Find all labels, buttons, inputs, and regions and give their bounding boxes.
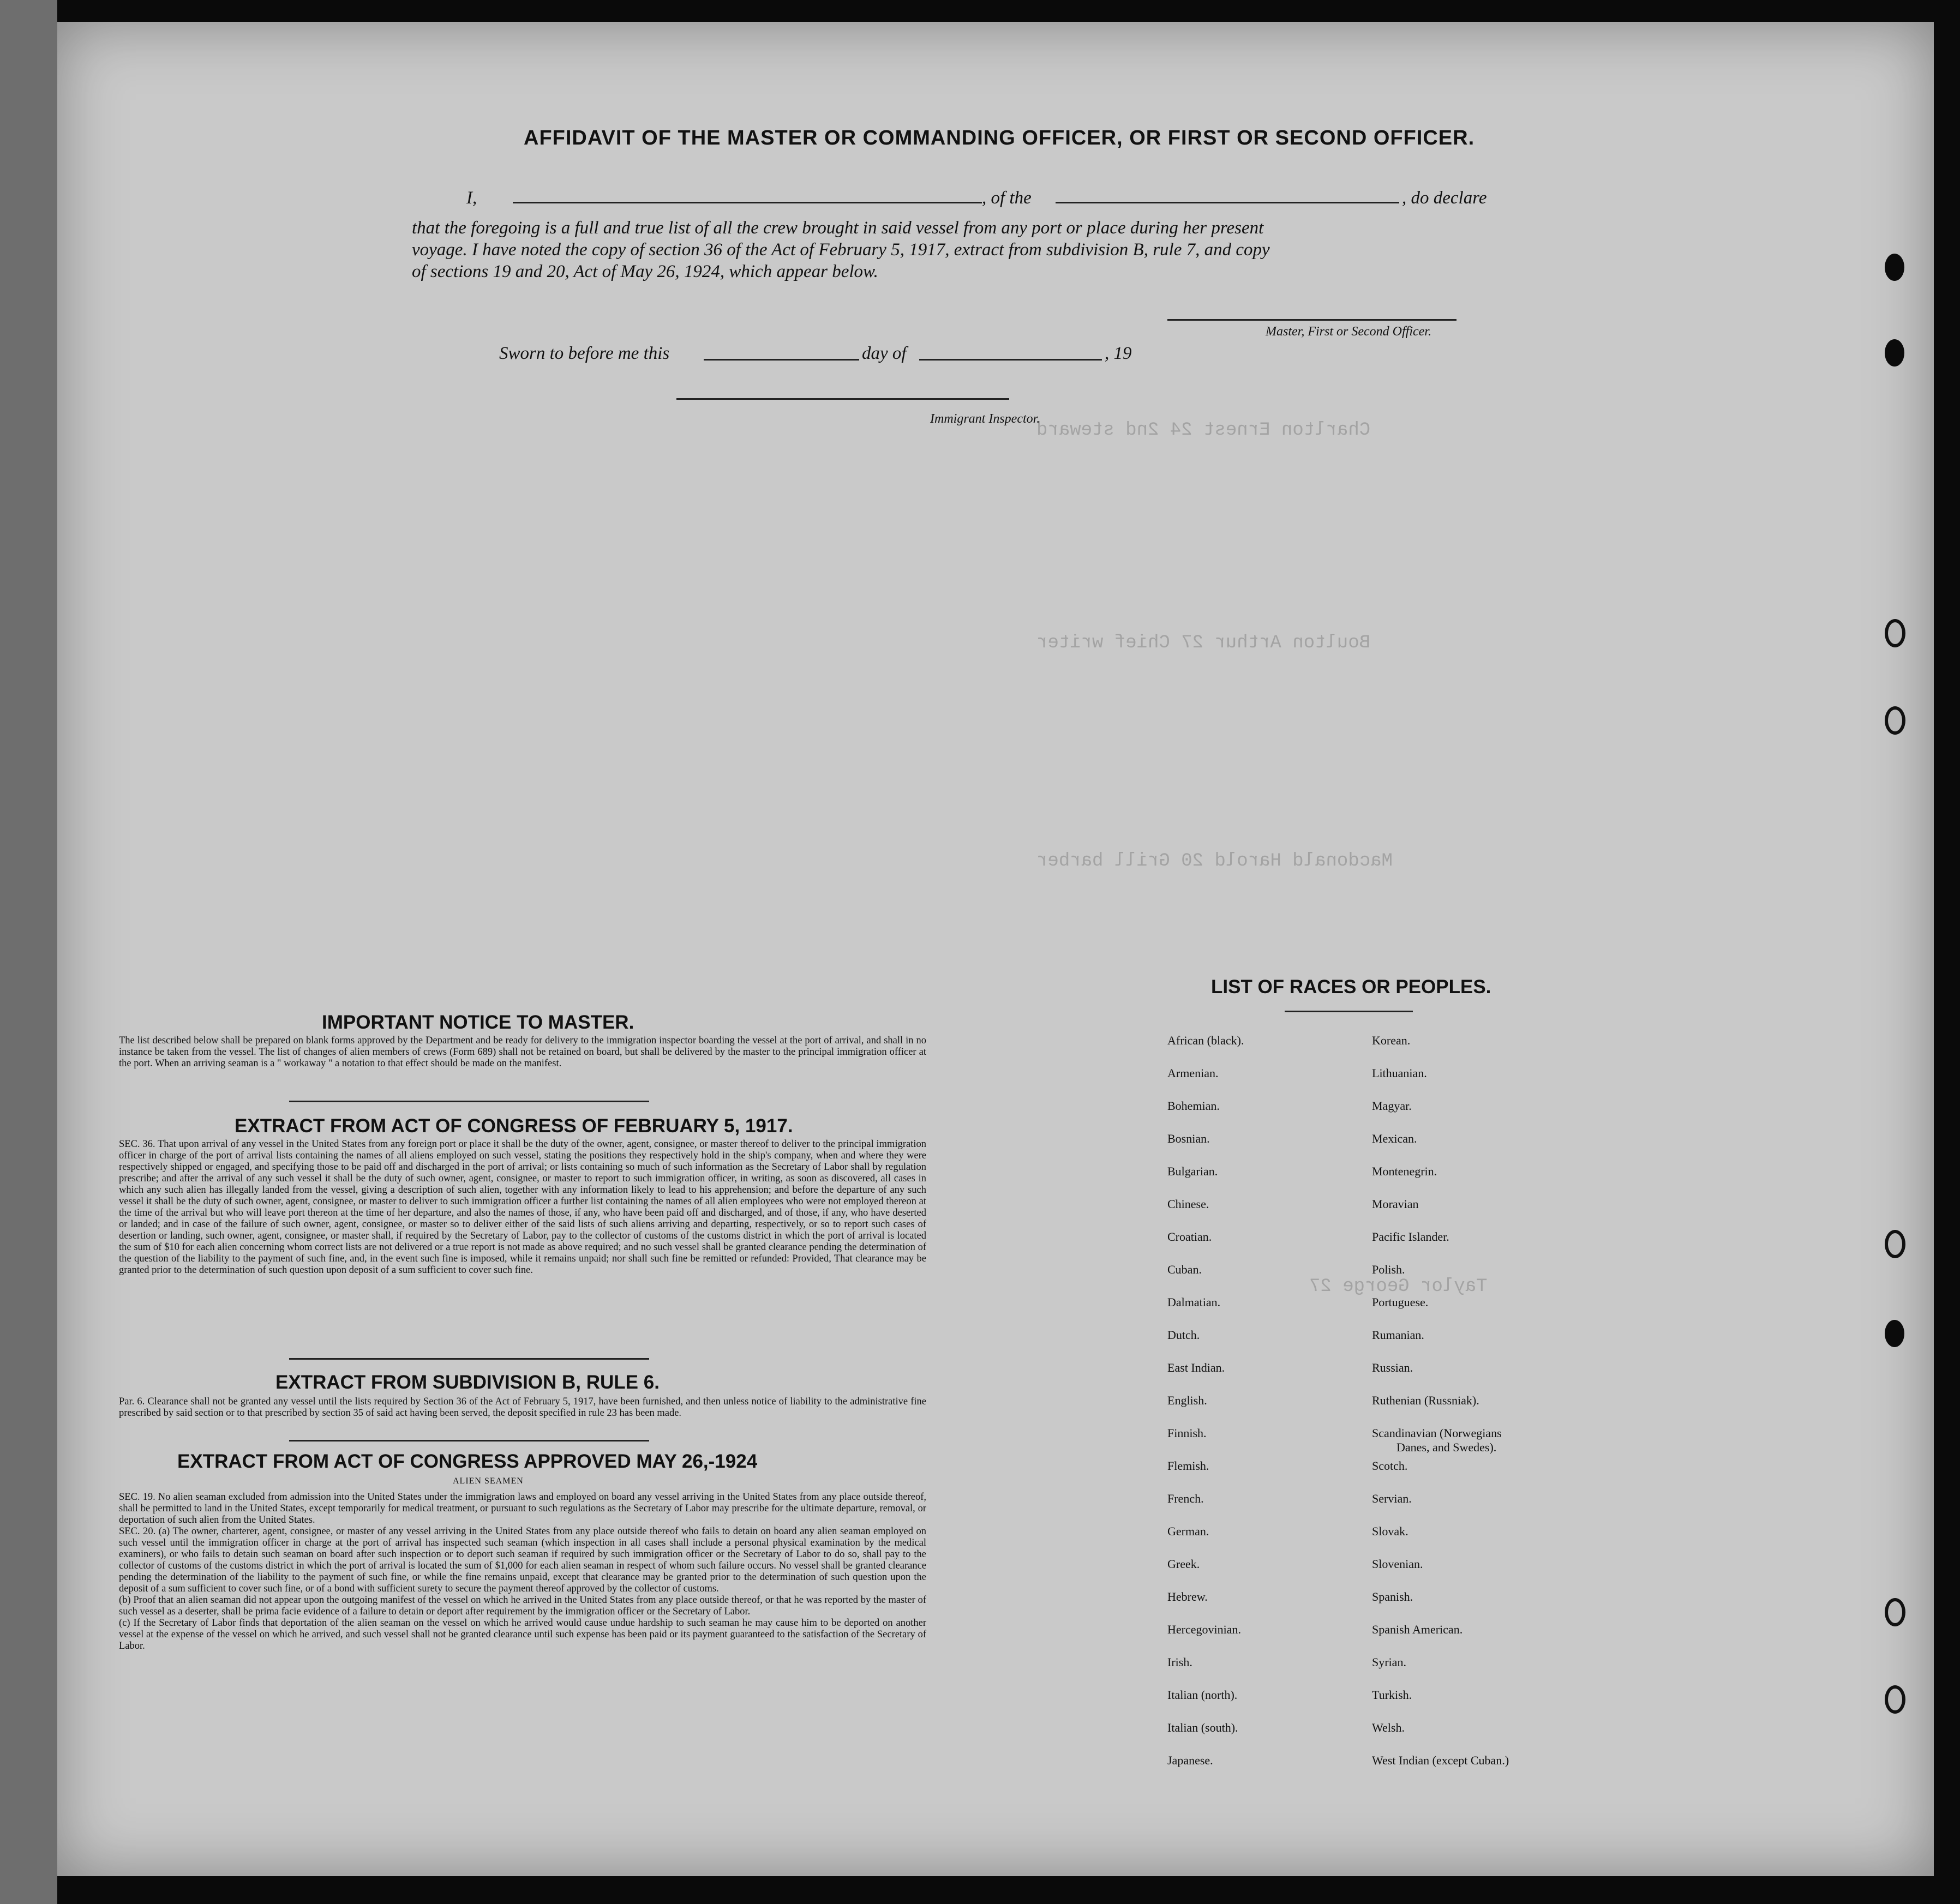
race-item: Lithuanian. (1372, 1066, 1427, 1080)
bleed-through-text: Taylor George 27 (1309, 1276, 1488, 1297)
race-item: Russian. (1372, 1361, 1413, 1374)
master-signature-field[interactable] (1167, 319, 1456, 321)
race-item: West Indian (except Cuban.) (1372, 1753, 1509, 1767)
extract-1924-text (119, 1492, 926, 1652)
sec20b-text: (b) Proof that an alien seaman did not appear upon the outgoing manifest of the vessel on which he arrived in the United States from any place outside thereof, or that he was reported by the master of such vessel as a deserter, shall be prima facie evidence of a failure to detain or deport after requirement by the immigration officer or the Secretary of Labor. (119, 1595, 926, 1617)
sec19-text: SEC. 19. No alien seaman excluded from admission into the United States under the immigration laws and employed on board any vessel arriving in the United States from any place outside thereof, shall be permitted to land in the United States, except temporarily for medical treatment, or pursuant to such regulations as the Secretary of Labor may prescribe for the ultimate departure, removal, or deportation of such alien from the United States. (119, 1492, 926, 1525)
race-item: Polish. (1372, 1263, 1405, 1276)
race-item: African (black). (1167, 1034, 1244, 1047)
race-item: Ruthenian (Russniak). (1372, 1394, 1479, 1407)
punch-hole (1885, 1320, 1904, 1347)
race-item: Bohemian. (1167, 1099, 1220, 1113)
race-item: Hebrew. (1167, 1590, 1208, 1603)
race-item: Croatian. (1167, 1230, 1212, 1244)
race-item: Greek. (1167, 1557, 1200, 1571)
sworn-label: Sworn to before me this (499, 344, 670, 363)
race-item: Portuguese. (1372, 1295, 1429, 1309)
subdivision-b-title: EXTRACT FROM SUBDIVISION B, RULE 6. (275, 1372, 660, 1393)
race-item: Spanish American. (1372, 1623, 1463, 1636)
year-label: , 19 (1105, 344, 1132, 363)
bleed-through-text: Charlton Ernest 24 2nd steward (1036, 420, 1371, 441)
race-item: East Indian. (1167, 1361, 1225, 1374)
divider (289, 1358, 649, 1360)
race-item: Dalmatian. (1167, 1295, 1221, 1309)
race-item: Bulgarian. (1167, 1164, 1218, 1178)
race-item: German. (1167, 1524, 1209, 1538)
bleed-through-text: Macdonald Harold 20 Grill barber (1036, 851, 1393, 872)
race-item: Italian (north). (1167, 1688, 1238, 1702)
extract-1917-title: EXTRACT FROM ACT OF CONGRESS OF FEBRUARY 5, 1917. (235, 1115, 793, 1137)
race-item: Magyar. (1372, 1099, 1412, 1113)
vessel-name-field[interactable] (1056, 202, 1399, 203)
race-item: Rumanian. (1372, 1328, 1424, 1342)
race-item: English. (1167, 1394, 1207, 1407)
race-item: Slovenian. (1372, 1557, 1423, 1571)
race-item: Flemish. (1167, 1459, 1209, 1473)
extract-1924-subtitle: ALIEN SEAMEN (453, 1476, 524, 1486)
sec20a-text: SEC. 20. (a) The owner, charterer, agent, consignee, or master of any vessel arriving in the United States from any place outside thereof who fails to detain on board any alien seaman employed on such vessel until the immigration officer in charge at the port of arrival has inspected such seaman (which inspection in all cases shall include a personal physical examination by the medical examiners), or who fails to detain such seaman on board after such inspection or to deport such seaman if required by such immigration officer or the Secretary of Labor to do so, shall pay to the collector of customs of the customs district in which the port of arrival is located the sum of $1,000 for each alien seaman in respect of whom such failure occurs. No vessel shall be granted clearance pending the determination of the liability to the payment of such fine, or while the fine remains unpaid, except that clearance may be granted prior to the determination of such question upon the deposit of a sum sufficient to cover such fine, or of a bond with sufficient surety to secure the payment thereof approved by the collector of customs. (119, 1526, 926, 1594)
race-item: Irish. (1167, 1655, 1192, 1669)
race-item: Welsh. (1372, 1721, 1405, 1734)
race-item: Hercegovinian. (1167, 1623, 1241, 1636)
affidavit-i-label: I, (466, 188, 477, 208)
extract-1924-title: EXTRACT FROM ACT OF CONGRESS APPROVED MAY 26,-1924 (177, 1451, 758, 1472)
race-item: Servian. (1372, 1492, 1412, 1505)
punch-hole (1885, 1685, 1905, 1714)
affidavit-body-line2: voyage. I have noted the copy of section 36 of the Act of February 5, 1917, extract from subdivision B, rule 7, and copy (412, 240, 1270, 260)
race-item: Turkish. (1372, 1688, 1412, 1702)
extract-1917-text: SEC. 36. That upon arrival of any vessel in the United States from any foreign port or place it shall be the duty of the owner, agent, consignee, or master thereof to deliver to the principal immigration officer in charge of the port of arrival lists containing the names of all aliens employed on such vessel, stating the positions they respectively hold in the ship's company, when and where they were respectively shipped or engaged, and specifying those to be paid off and discharged in the port of arrival; or lists containing so much of such information as the Secretary of Labor shall by regulation prescribe; and after the arrival of any such vessel it shall be the duty of such owner, agent, consignee, or master to report to such immigration officer, in writing, as soon as discovered, all cases in which any such alien has illegally landed from the vessel, giving a description of such alien, together with any information likely to lead to his apprehension; and before the departure of any such vessel it shall be the duty of such owner, agent, consignee, or master to deliver to such immigration officer a further list containing the names of all alien employees who were not employed thereon at the time of the arrival but who will leave port thereon at the time of her departure, and also the names of those, if any, who have been paid off and discharged, and of those, if any, who have deserted or landed; and in case of the failure of such owner, agent, consignee, or master so to deliver either of the said lists of such aliens arriving and departing, respectively, or so to report such cases of desertion or landing, such owner, agent, consignee, or master shall, if required by the Secretary of Labor, pay to the collector of customs of the customs district in which the port of arrival is located the sum of $10 for each alien concerning whom correct lists are not delivered or a true report is not made as above required; and no such vessel shall be granted clearance pending the determination of the question of the liability to the payment of such fine, and, in the event such fine is imposed, while it remains unpaid; nor shall such fine be remitted or refunded: Provided, That clearance may be granted prior to the determination of such question upon deposit of a sum sufficient to cover such fine. (119, 1139, 926, 1276)
race-item: Mexican. (1372, 1132, 1417, 1145)
race-item: Armenian. (1167, 1066, 1219, 1080)
punch-hole (1885, 254, 1904, 281)
divider (1285, 1011, 1413, 1012)
master-signature-caption: Master, First or Second Officer. (1266, 325, 1431, 339)
race-item: Dutch. (1167, 1328, 1200, 1342)
race-item: Spanish. (1372, 1590, 1413, 1603)
race-item: Moravian (1372, 1197, 1419, 1211)
notice-title: IMPORTANT NOTICE TO MASTER. (322, 1012, 634, 1033)
punch-hole (1885, 706, 1905, 735)
race-item: Danes, and Swedes). (1396, 1440, 1497, 1454)
race-item: Korean. (1372, 1034, 1411, 1047)
race-item: Scandinavian (Norwegians (1372, 1426, 1502, 1440)
divider (289, 1101, 649, 1102)
sec20c-text: (c) If the Secretary of Labor finds that deportation of the alien seaman on the vessel on which he arrived would cause undue hardship to such seaman he may cause him to be deported on another vessel at the expense of the vessel on which he arrived, and such vessel shall not be granted clearance until such expense has been paid or its payment guaranteed to the satisfaction of the Secretary of Labor. (119, 1618, 926, 1651)
inspector-caption: Immigrant Inspector. (930, 412, 1040, 426)
inspector-signature-field[interactable] (676, 398, 1009, 400)
race-item: Scotch. (1372, 1459, 1408, 1473)
race-item: Syrian. (1372, 1655, 1406, 1669)
subdivision-b-text: Par. 6. Clearance shall not be granted any vessel until the lists required by Section 36 of the Act of February 5, 1917, have been furnished, and then unless notice of liability to the administrative fine prescribed by said section or to that prescribed by section 35 of said act having been served, the deposit specified in rule 23 has been made. (119, 1396, 926, 1419)
affidavit-body-line1: that the foregoing is a full and true list of all the crew brought in said vessel from any port or place during her present (412, 218, 1264, 238)
race-item: Pacific Islander. (1372, 1230, 1449, 1244)
race-item: Japanese. (1167, 1753, 1213, 1767)
punch-hole (1885, 1230, 1905, 1258)
affidavit-do-declare-label: , do declare (1402, 188, 1487, 208)
scan-edge (0, 0, 57, 1904)
notice-text: The list described below shall be prepared on blank forms approved by the Department and be ready for delivery to the immigration inspector boarding the vessel at the port of arrival, and shall in no instance be taken from the vessel. The list of changes of alien members of crews (Form 689) shall not be retained on board, but shall be delivered by the master to the principal immigration officer at the port. When an arriving seaman is a " workaway " a notation to that effect should be made on the manifest. (119, 1035, 926, 1069)
punch-hole (1885, 619, 1905, 647)
sworn-month-field[interactable] (919, 359, 1102, 361)
race-item: Cuban. (1167, 1263, 1202, 1276)
race-item: Italian (south). (1167, 1721, 1238, 1734)
race-item: Montenegrin. (1372, 1164, 1437, 1178)
race-item: Bosnian. (1167, 1132, 1210, 1145)
affidavit-of-the-label: , of the (982, 188, 1032, 208)
race-item: Slovak. (1372, 1524, 1408, 1538)
day-of-label: day of (862, 344, 907, 363)
race-item: Finnish. (1167, 1426, 1207, 1440)
divider (289, 1440, 649, 1441)
punch-hole (1885, 339, 1904, 367)
affidavit-body-line3: of sections 19 and 20, Act of May 26, 1924, which appear below. (412, 262, 878, 281)
affidavit-title: AFFIDAVIT OF THE MASTER OR COMMANDING OFFICER, OR FIRST OR SECOND OFFICER. (524, 127, 1475, 149)
bleed-through-text: Boulton Arthur 27 Chief writer (1036, 633, 1371, 653)
races-title: LIST OF RACES OR PEOPLES. (1211, 976, 1491, 998)
race-item: French. (1167, 1492, 1204, 1505)
declarant-name-field[interactable] (513, 202, 982, 203)
punch-hole (1885, 1598, 1905, 1626)
race-item: Chinese. (1167, 1197, 1209, 1211)
sworn-day-field[interactable] (704, 359, 859, 361)
